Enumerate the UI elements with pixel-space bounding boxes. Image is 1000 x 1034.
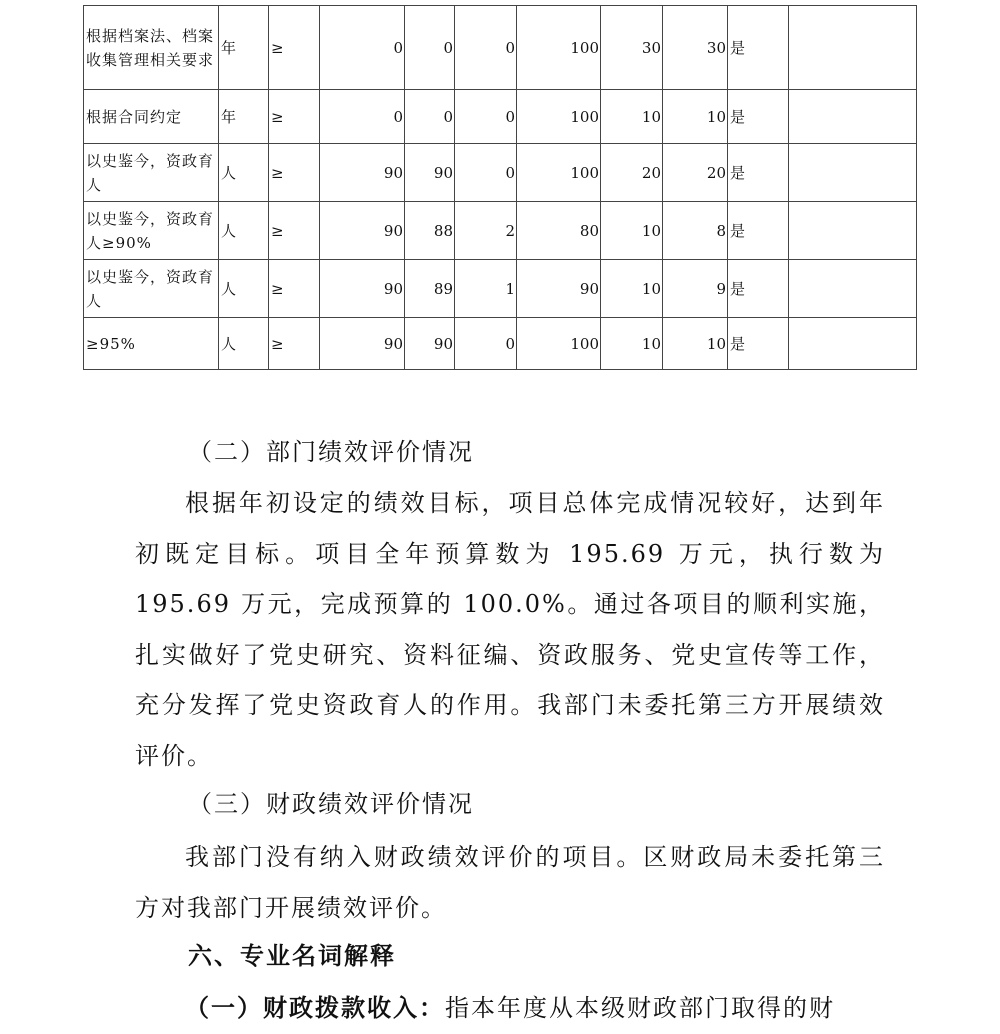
- table-row: [84, 90, 917, 144]
- cell-target: 90: [320, 202, 405, 260]
- cell-unit: 年: [219, 90, 269, 144]
- cell-achieved: 是: [728, 144, 789, 202]
- cell-actual: 89: [405, 260, 455, 318]
- performance-indicator-table: [83, 5, 917, 370]
- cell-operator: ≥: [269, 318, 320, 370]
- cell-remark: [789, 202, 917, 260]
- cell-target: 0: [320, 90, 405, 144]
- cell-target: 90: [320, 144, 405, 202]
- term-label: （一）财政拨款收入：: [185, 993, 445, 1022]
- cell-remark: [789, 144, 917, 202]
- table-row: [84, 144, 917, 202]
- cell-operator: ≥: [269, 260, 320, 318]
- cell-operator: ≥: [269, 202, 320, 260]
- cell-achieved: 是: [728, 318, 789, 370]
- cell-completion-rate: 100: [517, 318, 601, 370]
- section-6-heading: 六、专业名词解释: [188, 941, 396, 970]
- section-6-item-1: [135, 983, 885, 1034]
- cell-weight: 30: [601, 6, 663, 90]
- cell-remark: [789, 90, 917, 144]
- cell-score: 10: [663, 90, 728, 144]
- cell-weight: 10: [601, 90, 663, 144]
- cell-weight: 10: [601, 260, 663, 318]
- cell-operator: ≥: [269, 6, 320, 90]
- cell-actual: 0: [405, 6, 455, 90]
- cell-achieved: 是: [728, 90, 789, 144]
- cell-operator: ≥: [269, 144, 320, 202]
- cell-actual: 90: [405, 318, 455, 370]
- section-2-paragraph: 根据年初设定的绩效目标，项目总体完成情况较好，达到年初既定目标。项目全年预算数为 195.69 万元，执行数为 195.69 万元，完成预算的 100.0%。通过各项目的顺利实施，扎实做好了党史研究、资料征编、资政服务、党史宣传等工作，充分发挥了党史资政育人的作用。我部门未委托第三方开展绩效评价。: [135, 489, 885, 770]
- cell-target: 90: [320, 260, 405, 318]
- cell-score: 20: [663, 144, 728, 202]
- table-row: [84, 260, 917, 318]
- cell-completion-rate: 100: [517, 90, 601, 144]
- section-3-paragraph: 我部门没有纳入财政绩效评价的项目。区财政局未委托第三方对我部门开展绩效评价。: [135, 843, 885, 922]
- cell-remark: [789, 6, 917, 90]
- term-definition: 指本年度从本级财政部门取得的财: [445, 994, 835, 1022]
- table-row: [84, 202, 917, 260]
- cell-actual: 90: [405, 144, 455, 202]
- section-3-heading: （三）财政绩效评价情况: [188, 790, 474, 818]
- cell-remark: [789, 318, 917, 370]
- cell-weight: 10: [601, 202, 663, 260]
- cell-score: 9: [663, 260, 728, 318]
- cell-score: 8: [663, 202, 728, 260]
- section-3-body: [135, 832, 885, 933]
- cell-indicator-text: 以史鉴今，资政育人: [84, 260, 219, 318]
- cell-score: 10: [663, 318, 728, 370]
- section-2-body: [135, 478, 885, 781]
- cell-deviation: 0: [455, 6, 517, 90]
- cell-operator: ≥: [269, 90, 320, 144]
- cell-deviation: 0: [455, 144, 517, 202]
- cell-completion-rate: 90: [517, 260, 601, 318]
- cell-achieved: 是: [728, 6, 789, 90]
- cell-achieved: 是: [728, 202, 789, 260]
- cell-unit: 人: [219, 318, 269, 370]
- cell-actual: 0: [405, 90, 455, 144]
- cell-remark: [789, 260, 917, 318]
- cell-deviation: 2: [455, 202, 517, 260]
- cell-completion-rate: 100: [517, 6, 601, 90]
- cell-actual: 88: [405, 202, 455, 260]
- section-2-heading: （二）部门绩效评价情况: [188, 438, 474, 466]
- cell-indicator-text: 以史鉴今，资政育人≥90%: [84, 202, 219, 260]
- cell-completion-rate: 80: [517, 202, 601, 260]
- cell-unit: 人: [219, 260, 269, 318]
- cell-score: 30: [663, 6, 728, 90]
- cell-deviation: 0: [455, 90, 517, 144]
- cell-indicator-text: ≥95%: [84, 318, 219, 370]
- cell-unit: 人: [219, 144, 269, 202]
- cell-unit: 人: [219, 202, 269, 260]
- cell-weight: 20: [601, 144, 663, 202]
- cell-deviation: 1: [455, 260, 517, 318]
- cell-achieved: 是: [728, 260, 789, 318]
- cell-completion-rate: 100: [517, 144, 601, 202]
- cell-indicator-text: 以史鉴今，资政育人: [84, 144, 219, 202]
- section-6-item-1-paragraph: [135, 983, 885, 1034]
- cell-unit: 年: [219, 6, 269, 90]
- cell-indicator-text: 根据合同约定: [84, 90, 219, 144]
- table-row: [84, 6, 917, 90]
- cell-deviation: 0: [455, 318, 517, 370]
- cell-target: 0: [320, 6, 405, 90]
- cell-indicator-text: 根据档案法、档案收集管理相关要求: [84, 6, 219, 90]
- cell-target: 90: [320, 318, 405, 370]
- cell-weight: 10: [601, 318, 663, 370]
- table-row: [84, 318, 917, 370]
